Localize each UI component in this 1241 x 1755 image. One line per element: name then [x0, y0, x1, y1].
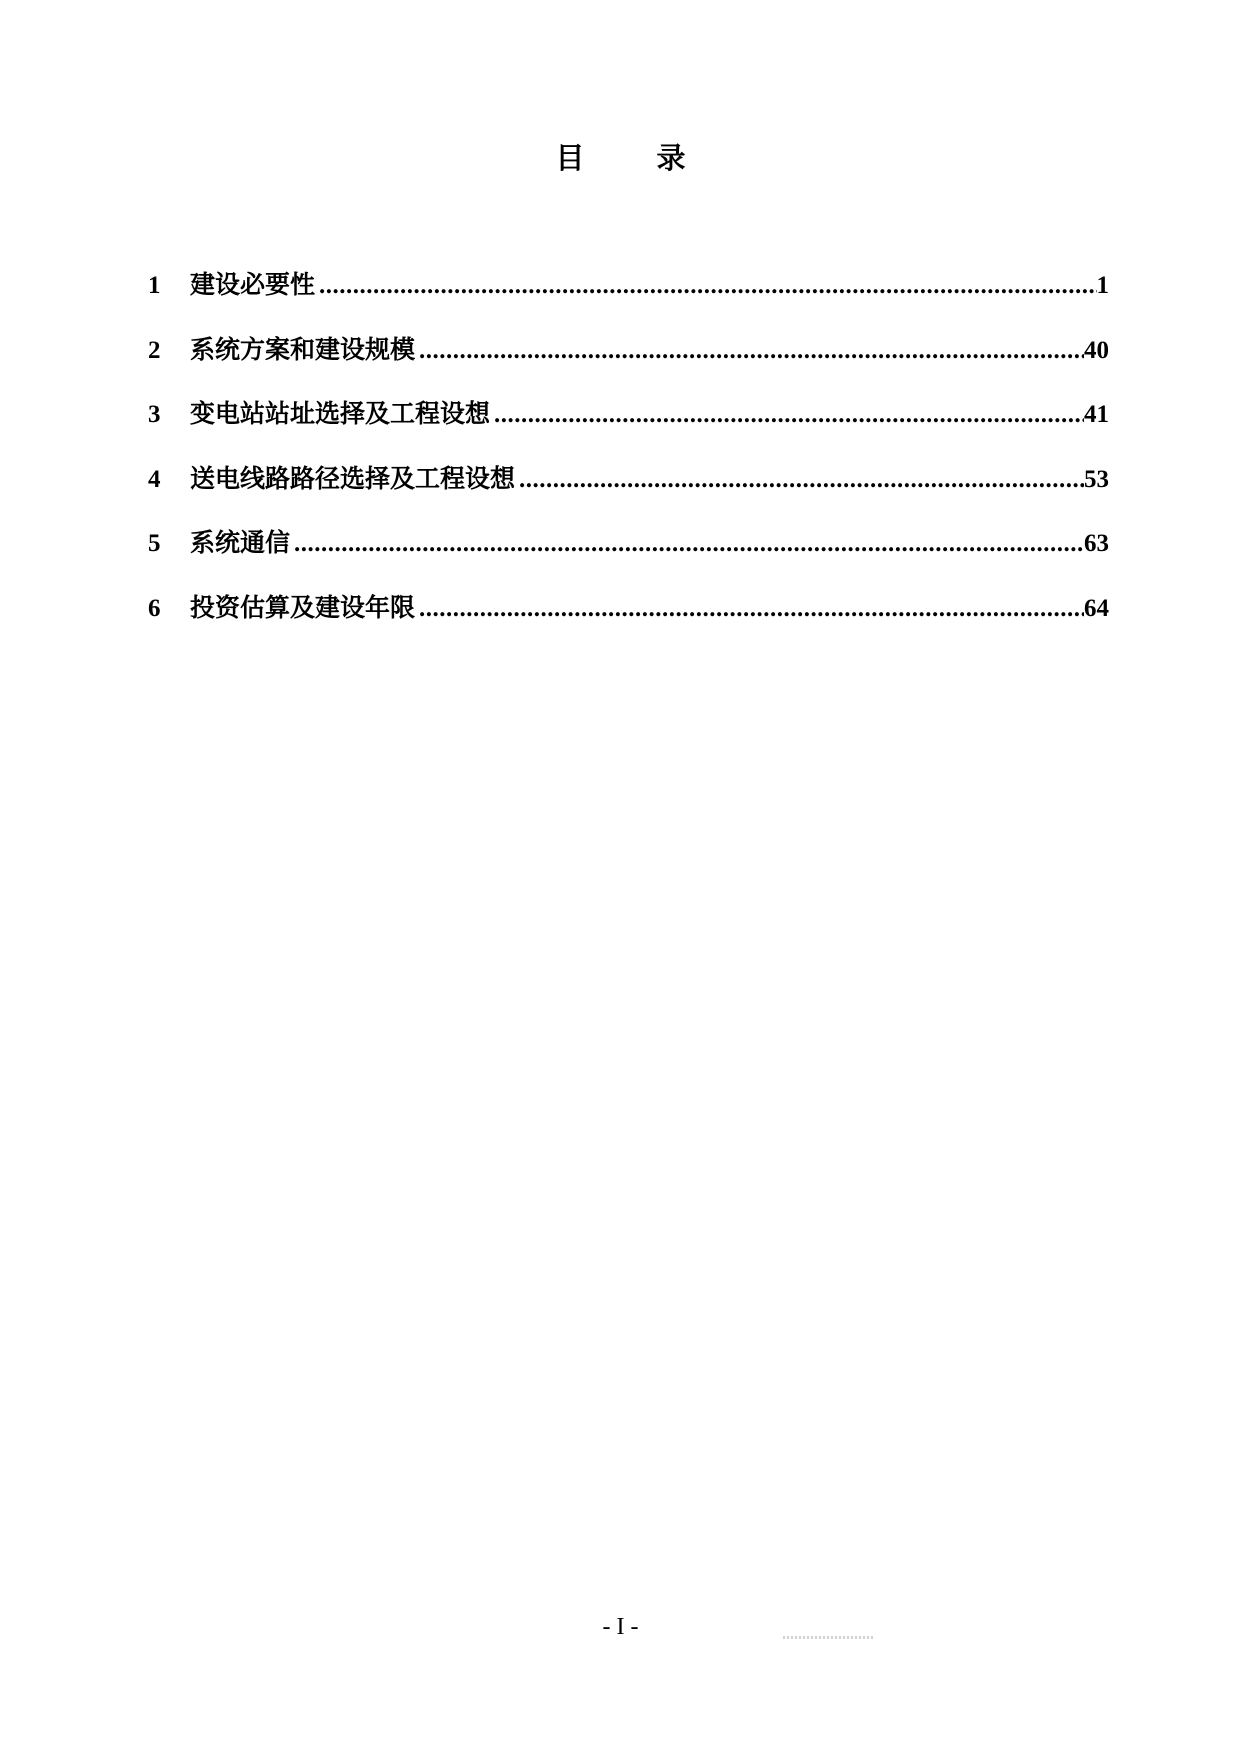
toc-entry-label: 送电线路路径选择及工程设想 — [190, 463, 516, 493]
toc-entry-4[interactable] — [148, 459, 1109, 524]
toc-dot-leader — [319, 266, 1096, 306]
toc-entry-number: 2 — [148, 336, 161, 364]
toc-entry-number: 6 — [148, 594, 161, 622]
page-number: - I - — [602, 1614, 639, 1640]
toc-dot-leader — [294, 524, 1084, 564]
toc-entry-page: 40 — [1084, 336, 1109, 364]
toc-entry-page: 63 — [1084, 530, 1109, 557]
toc-dot-leader — [494, 395, 1084, 435]
toc-entry-3[interactable] — [148, 394, 1109, 459]
toc-entry-label: 建设必要性 — [190, 270, 316, 299]
toc-entry-page: 1 — [1096, 272, 1109, 299]
toc-dot-leader — [419, 331, 1084, 371]
page-title — [0, 138, 1241, 178]
page-title-left: 目 — [555, 141, 585, 175]
toc-entry-label: 投资估算及建设年限 — [190, 592, 416, 622]
toc-entry-label: 系统方案和建设规模 — [190, 334, 416, 364]
toc-dot-leader — [419, 589, 1084, 629]
toc-entry-page: 64 — [1084, 594, 1109, 622]
toc-entry-label: 变电站站址选择及工程设想 — [190, 399, 491, 428]
toc-entry-page: 53 — [1084, 465, 1109, 493]
footer-watermark-mark — [783, 1636, 873, 1639]
table-of-contents — [148, 265, 1109, 652]
toc-entry-6[interactable] — [148, 588, 1109, 653]
toc-dot-leader — [519, 460, 1084, 500]
toc-entry-1[interactable] — [148, 265, 1109, 330]
toc-entry-2[interactable] — [148, 330, 1109, 395]
page-title-right: 录 — [656, 141, 686, 175]
toc-entry-label: 系统通信 — [190, 528, 291, 557]
toc-entry-5[interactable] — [148, 523, 1109, 588]
toc-entry-number: 4 — [148, 465, 161, 493]
toc-entry-number: 5 — [148, 530, 161, 557]
toc-entry-number: 1 — [148, 272, 161, 299]
toc-entry-page: 41 — [1084, 401, 1109, 428]
toc-entry-number: 3 — [148, 401, 161, 428]
